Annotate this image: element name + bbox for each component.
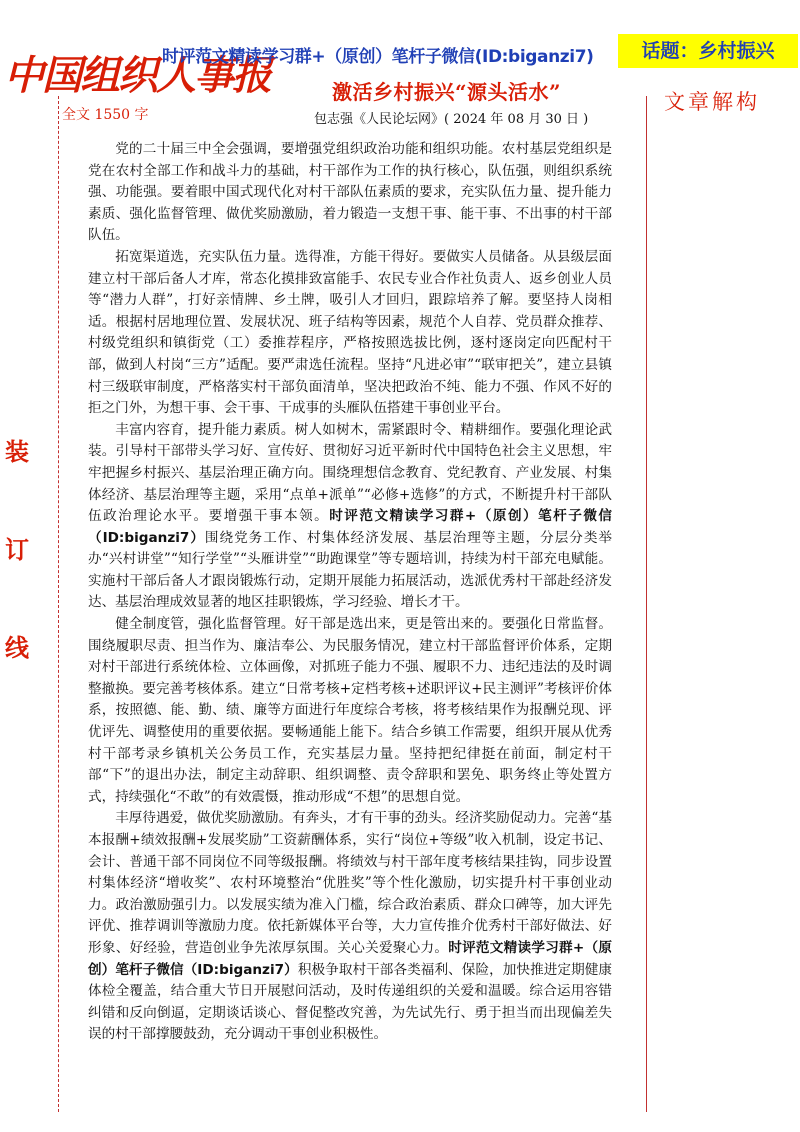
promo-highlight: 时评范文精读学习群+（原创）笔杆子微信（ID:biganzi7） [88,508,613,546]
promo-header: 时评范文精读学习群+（原创）笔杆子微信(ID:biganzi7) [162,47,594,67]
paragraph-text: 丰富内容育，提升能力素质。树人如树木，需紧跟时令、精耕细作。要强化理论武装。引导村干部带头学习好、宣传好、贯彻好习近平新时代中国特色社会主义思想，牢牢把握乡村振兴、基层治理正确方向。围绕理想信念教育、党纪教育、产业发展、村集体经济、基层治理等主题，采用“点单+派单”“必修+选修”的方式，不断提升村干部队伍政治理论水平。要增强干事本领。 [88,421,612,525]
word-count: 全文 1550 字 [62,107,149,123]
paragraph-text: 丰厚待遇爱，做优奖励激励。有奔头，才有干事的劲头。经济奖励促动力。完善“基本报酬+绩效报酬+发展奖励”工资薪酬体系，实行“岗位+等级”收入机制，设定书记、会计、普通干部不同岗位不同等级报酬。将绩效与村干部年度考核结果挂钩，同步设置村集体经济“增收奖”、农村环境整治“优胜奖”等个性化激励，切实提升村干事创业动力。政治激励强引力。以发展实绩为准入门槛，综合政治素质、群众口碑等，加大评先评优、推荐调训等激励力度。依托新媒体平台等，大力宣传推介优秀村干部好做法、好形象、好经验，营造创业争先浓厚氛围。关心关爱聚心力。 [88,810,612,956]
margin-divider [646,96,648,1112]
article-title: 激活乡村振兴“源头活水” [332,80,562,104]
paragraph: 拓宽渠道选，充实队伍力量。选得准，方能干得好。要做实人员储备。从县级层面建立村干部后备人才库，常态化摸排致富能手、农民专业合作社负责人、返乡创业人员等“潜力人群”，打好亲情牌、乡土牌，吸引人才回归，跟踪培养了解。要坚持人岗相适。根据村居地理位置、发展状况、班子结构等因素，规范个人自荐、党员群众推荐、村级党组织和镇街党（工）委推荐程序，严格按照选拔比例，逐村逐岗定向匹配村干部，做到人村岗“三方”适配。要严肃选任流程。坚持“凡进必审”“联审把关”，建立县镇村三级联审制度，严格落实村干部负面清单，坚决把政治不纯、能力不强、作风不好的拒之门外，为想干事、会干事、干成事的头雁队伍搭建干事创业平台。 [88,248,612,417]
promo-highlight: 时评范文精读学习群+（原创）笔杆子微信（ID:biganzi7） [88,939,613,978]
binding-mark: 装 [5,438,29,466]
byline: 包志强《人民论坛网》( 2024 年 08 月 30 日 ) [314,112,589,127]
paragraph [88,420,612,614]
paragraph-text: 积极争取村干部各类福利、保险，加快推进定期健康体检全覆盖，结合重大节日开展慰问活动，及时传递组织的关爱和温暖。综合运用容错纠错和反向倒逼，定期谈话谈心、督促整改究善，为先试先行、勇于担当而出现偏差失误的村干部撑腰鼓劲，充分调动干事创业积极性。 [88,961,613,1043]
article-body [88,139,612,1046]
binding-mark: 订 [5,536,29,564]
binding-mark: 线 [5,634,29,662]
binding-dashed-line [58,96,60,1112]
paragraph-text: 围绕党务工作、村集体经济发展、基层治理等主题，分层分类举办“兴村讲堂”“知行学堂”“头雁讲堂”“助跑课堂”等专题培训，持续为村干部充电赋能。实施村干部后备人才跟岗锻炼行动，定期开展能力拓展活动，选派优秀村干部赴经济发达、基层治理成效显著的地区挂职锻炼，学习经验、增长才干。 [88,529,613,611]
paragraph: 党的二十届三中全会强调，要增强党组织政治功能和组织功能。农村基层党组织是党在农村全部工作和战斗力的基础，村干部作为工作的执行核心，队伍强，则组织系统强、功能强。要着眼中国式现代化对村干部队伍素质的要求，充实队伍力量、提升能力素质、强化监督管理、做优奖励激励，着力锻造一支想干事、能干事、不出事的村干部队伍。 [88,141,612,244]
topic-badge: 话题：乡村振兴 [618,34,798,68]
paragraph [88,808,612,1046]
section-label: 文章解构 [664,90,760,114]
paragraph: 健全制度管，强化监督管理。好干部是选出来，更是管出来的。要强化日常监督。围绕履职尽责、担当作为、廉洁奉公、为民服务情况，建立村干部监督评价体系，定期对村干部进行系统体检、立体画像，对抓班子能力不强、履职不力、违纪违法的及时调整撤换。要完善考核体系。建立“日常考核+定档考核+述职评议+民主测评”考核评价体系，按照德、能、勤、绩、廉等方面进行年度综合考核，将考核结果作为报酬兑现、评优评先、调整使用的重要依据。要畅通能上能下。结合乡镇工作需要，组织开展从优秀村干部考录乡镇机关公务员工作，充实基层力量。坚持把纪律挺在前面，制定村干部“下”的退出办法，制定主动辞职、组织调整、责令辞职和罢免、职务终止等处置方式，持续强化“不敢”的有效震慑，推动形成“不想”的思想自觉。 [88,616,612,805]
logo: 中国组织人事报 [4,52,270,99]
